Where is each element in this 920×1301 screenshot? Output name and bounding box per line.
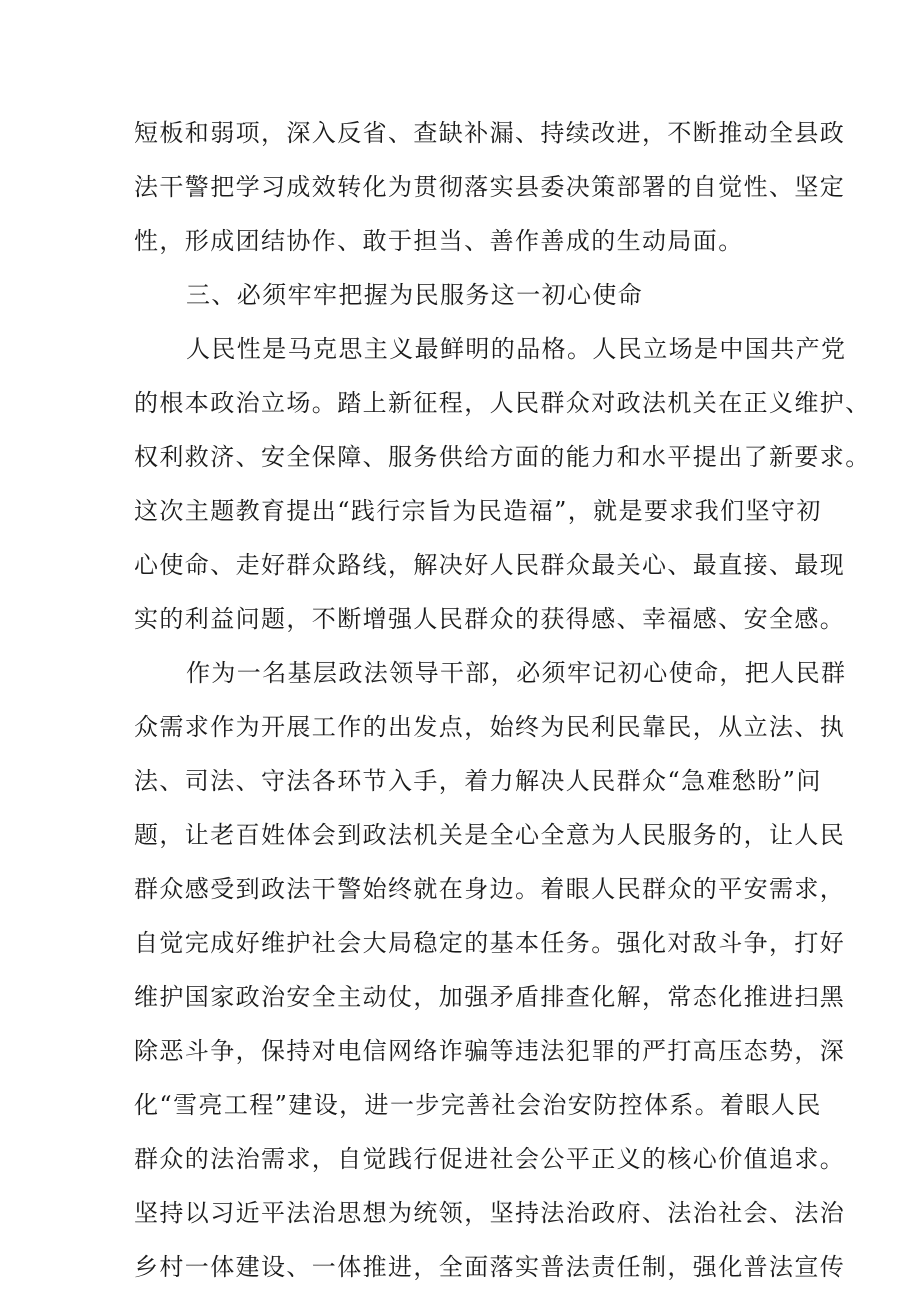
body-text-line: 题，让老百姓体会到政法机关是全心全意为人民服务的，让人民 [134, 821, 846, 849]
body-text-line: 法干警把学习成效转化为贯彻落实县委决策部署的自觉性、坚定 [134, 173, 846, 201]
body-text-line: 人民性是马克思主义最鲜明的品格。人民立场是中国共产党 [186, 335, 847, 363]
body-text-line: 法、司法、守法各环节入手，着力解决人民群众“急难愁盼”问 [134, 767, 822, 795]
body-text-line: 群众的法治需求，自觉践行促进社会公平正义的核心价值追求。 [134, 1145, 846, 1173]
body-text-line: 维护国家政治安全主动仗，加强矛盾排查化解，常态化推进扫黑 [134, 983, 846, 1011]
body-text-line: 化“雪亮工程”建设，进一步完善社会治安防控体系。着眼人民 [134, 1091, 822, 1119]
body-text-line: 权利救济、安全保障、服务供给方面的能力和水平提出了新要求。 [134, 443, 871, 471]
body-text-line: 短板和弱项，深入反省、查缺补漏、持续改进，不断推动全县政 [134, 119, 846, 147]
body-text-line: 的根本政治立场。踏上新征程，人民群众对政法机关在正义维护、 [134, 389, 871, 417]
body-text-line: 作为一名基层政法领导干部，必须牢记初心使命，把人民群 [186, 659, 847, 687]
body-text-line: 性，形成团结协作、敢于担当、善作善成的生动局面。 [134, 227, 744, 255]
body-text-line: 心使命、走好群众路线，解决好人民群众最关心、最直接、最现 [134, 551, 846, 579]
body-text-line: 群众感受到政法干警始终就在身边。着眼人民群众的平安需求， [134, 875, 846, 903]
body-text-line: 自觉完成好维护社会大局稳定的基本任务。强化对敌斗争，打好 [134, 929, 846, 957]
body-text-line: 众需求作为开展工作的出发点，始终为民利民靠民，从立法、执 [134, 713, 846, 741]
section-heading: 三、必须牢牢把握为民服务这一初心使命 [186, 281, 644, 309]
body-text-line: 这次主题教育提出“践行宗旨为民造福”，就是要求我们坚守初 [134, 497, 822, 525]
body-text-line: 除恶斗争，保持对电信网络诈骗等违法犯罪的严打高压态势，深 [134, 1037, 846, 1065]
body-text-line: 坚持以习近平法治思想为统领，坚持法治政府、法治社会、法治 [134, 1199, 846, 1227]
body-text-line: 乡村一体建设、一体推进，全面落实普法责任制，强化普法宣传 [134, 1253, 846, 1281]
body-text-line: 实的利益问题，不断增强人民群众的获得感、幸福感、安全感。 [134, 605, 846, 633]
